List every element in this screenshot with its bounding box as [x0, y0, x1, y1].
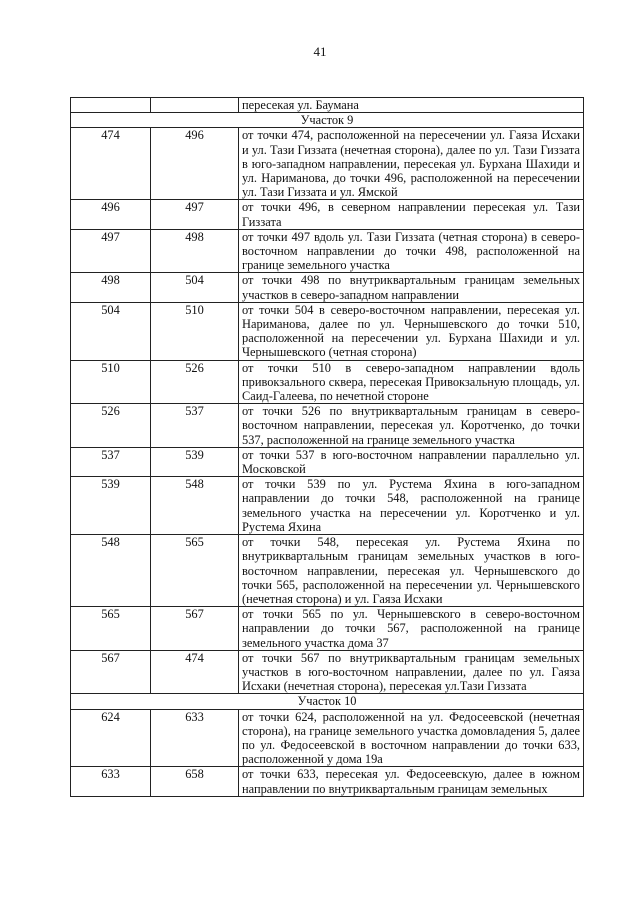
start-point-cell: 497: [71, 229, 151, 273]
description-cell: от точки 498 по внутриквартальным границам земельных участков в северо-западном направлении: [239, 273, 584, 302]
end-point-cell: 497: [151, 200, 239, 229]
table-row: [71, 709, 584, 767]
table-row: [71, 360, 584, 404]
end-point-cell: 498: [151, 229, 239, 273]
description-cell: от точки 474, расположенной на пересечении ул. Гаяза Исхаки и ул. Тази Гиззата (нечетная сторона), далее по ул. Тази Гиззата в юго-западном направлении, пересекая ул. Бурхана Шахиди и ул. Нариманова, до точки 496, расположенной на пересечении ул. Тази Гиззата и ул. Ямской: [239, 128, 584, 200]
end-point-cell: 565: [151, 535, 239, 607]
end-point-cell: 474: [151, 650, 239, 694]
description-cell: от точки 504 в северо-восточном направлении, пересекая ул. Нариманова, далее по ул. Чернышевского до точки 510, расположенной на пересечении ул. Бурхана Шахиди и ул. Чернышевского (четная сторона): [239, 302, 584, 360]
end-point-cell: 567: [151, 607, 239, 651]
end-point-cell: 504: [151, 273, 239, 302]
start-point-cell: 633: [71, 767, 151, 796]
section-header-row: [71, 694, 584, 709]
end-point-cell: 537: [151, 404, 239, 448]
table-row: [71, 273, 584, 302]
start-point-cell: 548: [71, 535, 151, 607]
end-point-cell: 548: [151, 477, 239, 535]
end-point-cell: 510: [151, 302, 239, 360]
start-point-cell: 496: [71, 200, 151, 229]
end-point-cell: 658: [151, 767, 239, 796]
section-label: Участок 9: [71, 113, 584, 128]
table-row: [71, 535, 584, 607]
start-point-cell: 624: [71, 709, 151, 767]
description-cell: пересекая ул. Баумана: [239, 98, 584, 113]
start-point-cell: 498: [71, 273, 151, 302]
section-header-row: [71, 113, 584, 128]
end-point-cell: [151, 98, 239, 113]
table-row: [71, 98, 584, 113]
description-cell: от точки 496, в северном направлении пересекая ул. Тази Гиззата: [239, 200, 584, 229]
section-label: Участок 10: [71, 694, 584, 709]
table-row: [71, 302, 584, 360]
description-cell: от точки 539 по ул. Рустема Яхина в юго-западном направлении до точки 548, расположенной на границе земельного участка на пересечении ул. Коротченко и ул. Рустема Яхина: [239, 477, 584, 535]
end-point-cell: 539: [151, 447, 239, 476]
description-cell: от точки 537 в юго-восточном направлении параллельно ул. Московской: [239, 447, 584, 476]
table-row: [71, 229, 584, 273]
table-row: [71, 607, 584, 651]
start-point-cell: 565: [71, 607, 151, 651]
description-cell: от точки 565 по ул. Чернышевского в северо-восточном направлении до точки 567, расположенной на границе земельного участка дома 37: [239, 607, 584, 651]
start-point-cell: 567: [71, 650, 151, 694]
table-row: [71, 650, 584, 694]
end-point-cell: 633: [151, 709, 239, 767]
start-point-cell: [71, 98, 151, 113]
end-point-cell: 526: [151, 360, 239, 404]
end-point-cell: 496: [151, 128, 239, 200]
description-cell: от точки 548, пересекая ул. Рустема Яхина по внутриквартальным границам земельных участков в юго-восточном направлении, пересекая ул. Чернышевского до точки 565, расположенной на пересечении ул. Чернышевского (нечетная сторона) и ул. Гаяза Исхаки: [239, 535, 584, 607]
start-point-cell: 537: [71, 447, 151, 476]
description-cell: от точки 497 вдоль ул. Тази Гиззата (четная сторона) в северо-восточном направлении до точки 498, расположенной на границе земельного участка: [239, 229, 584, 273]
table-row: [71, 404, 584, 448]
boundary-table: [70, 97, 584, 797]
description-cell: от точки 633, пересекая ул. Федосеевскую, далее в южном направлении по внутриквартальным границам земельных: [239, 767, 584, 796]
start-point-cell: 474: [71, 128, 151, 200]
description-cell: от точки 526 по внутриквартальным границам в северо-восточном направлении, пересекая ул. Коротченко, до точки 537, расположенной на границе земельного участка: [239, 404, 584, 448]
table-row: [71, 767, 584, 796]
description-cell: от точки 510 в северо-западном направлении вдоль привокзального сквера, пересекая Привокзальную площадь, ул. Саид-Галеева, по нечетной стороне: [239, 360, 584, 404]
table-row: [71, 477, 584, 535]
description-cell: от точки 567 по внутриквартальным границам земельных участков в юго-восточном направлении, далее по ул. Гаяза Исхаки (нечетная сторона), пересекая ул.Тази Гиззата: [239, 650, 584, 694]
page-number: 41: [313, 44, 327, 59]
table-row: [71, 447, 584, 476]
boundary-table-body: [71, 98, 584, 797]
table-row: [71, 128, 584, 200]
start-point-cell: 504: [71, 302, 151, 360]
start-point-cell: 510: [71, 360, 151, 404]
description-cell: от точки 624, расположенной на ул. Федосеевской (нечетная сторона), на границе земельного участка домовладения 5, далее по ул. Федосеевской в восточном направлении до точки 633, расположенной у дома 19а: [239, 709, 584, 767]
start-point-cell: 526: [71, 404, 151, 448]
start-point-cell: 539: [71, 477, 151, 535]
table-row: [71, 200, 584, 229]
